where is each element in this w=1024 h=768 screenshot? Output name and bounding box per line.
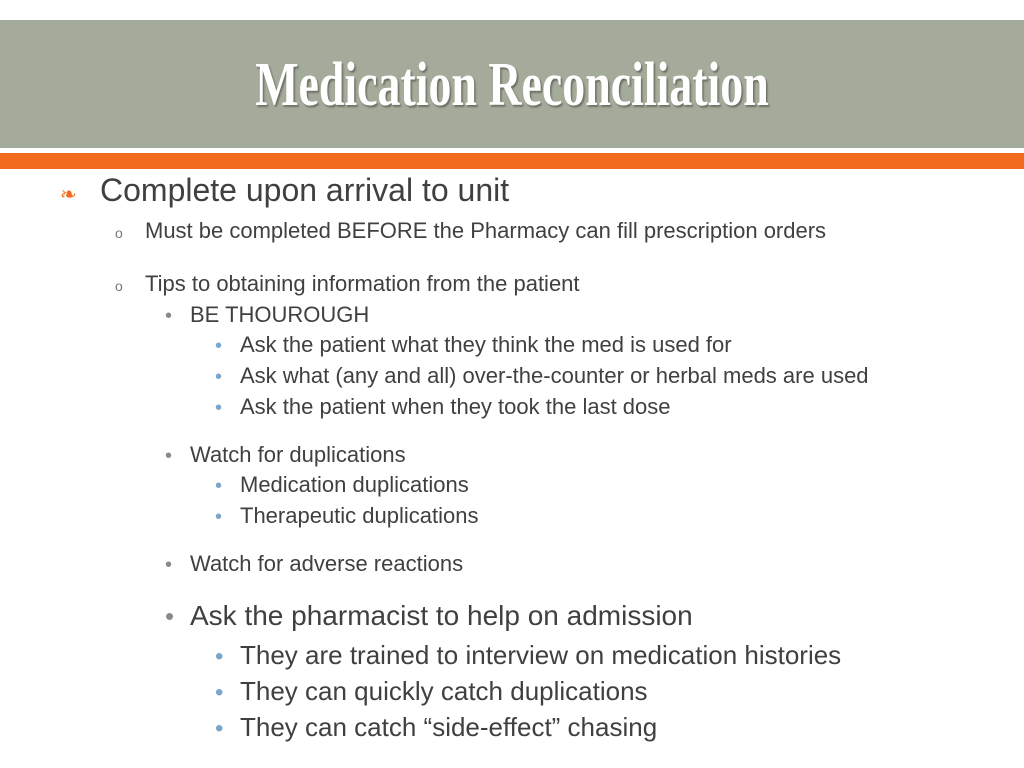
blue-dot-bullet-icon: •: [215, 643, 224, 670]
blue-dot-bullet-icon: •: [215, 506, 223, 528]
bullet-text: Therapeutic duplications: [240, 503, 479, 528]
circle-bullet-icon: o: [115, 225, 123, 241]
bullet-text: Ask the pharmacist to help on admission: [190, 600, 693, 631]
blue-dot-bullet-icon: •: [215, 475, 223, 497]
swirl-bullet-icon: ❧: [60, 184, 77, 206]
blue-dot-bullet-icon: •: [215, 335, 223, 357]
bullet-text: They can catch “side-effect” chasing: [240, 712, 658, 742]
bullet-level1: [115, 271, 580, 297]
dot-bullet-icon: •: [165, 601, 175, 631]
slide-title: Medication Reconciliation: [255, 51, 769, 119]
bullet-level0: [60, 172, 509, 209]
bullet-text: They are trained to interview on medication histories: [240, 640, 842, 670]
bullet-level3: [215, 640, 841, 671]
bullet-text: Must be completed BEFORE the Pharmacy can fill prescription orders: [145, 218, 827, 243]
bullet-level2: [165, 302, 369, 328]
bullet-level1: [115, 218, 826, 244]
bullet-text: Complete upon arrival to unit: [100, 172, 510, 208]
bullet-level3: [215, 332, 732, 358]
dot-bullet-icon: •: [165, 445, 173, 467]
bullet-level3: [215, 676, 648, 707]
bullet-level3: [215, 472, 469, 498]
bullet-level2: [165, 551, 463, 577]
dot-bullet-icon: •: [165, 305, 173, 327]
bullet-text: Ask the patient when they took the last dose: [240, 394, 671, 419]
bullet-level3: [215, 503, 478, 529]
bullet-text: Watch for duplications: [190, 442, 406, 467]
bullet-level3: [215, 712, 657, 743]
circle-bullet-icon: o: [115, 278, 123, 294]
bullet-text: BE THOUROUGH: [190, 302, 370, 327]
bullet-text: Ask what (any and all) over-the-counter or herbal meds are used: [240, 363, 869, 388]
accent-bar: [0, 153, 1024, 169]
bullet-text: Ask the patient what they think the med is used for: [240, 332, 732, 357]
bullet-level3: [215, 363, 869, 389]
bullet-text: Tips to obtaining information from the patient: [145, 271, 580, 296]
bullet-level2: [165, 600, 693, 632]
dot-bullet-icon: •: [165, 554, 173, 576]
blue-dot-bullet-icon: •: [215, 366, 223, 388]
bullet-text: Watch for adverse reactions: [190, 551, 464, 576]
bullet-text: They can quickly catch duplications: [240, 676, 648, 706]
bullet-text: Medication duplications: [240, 472, 469, 497]
blue-dot-bullet-icon: •: [215, 397, 223, 419]
bullet-level2: [165, 442, 406, 468]
blue-dot-bullet-icon: •: [215, 715, 224, 742]
blue-dot-bullet-icon: •: [215, 679, 224, 706]
bullet-level3: [215, 394, 671, 420]
